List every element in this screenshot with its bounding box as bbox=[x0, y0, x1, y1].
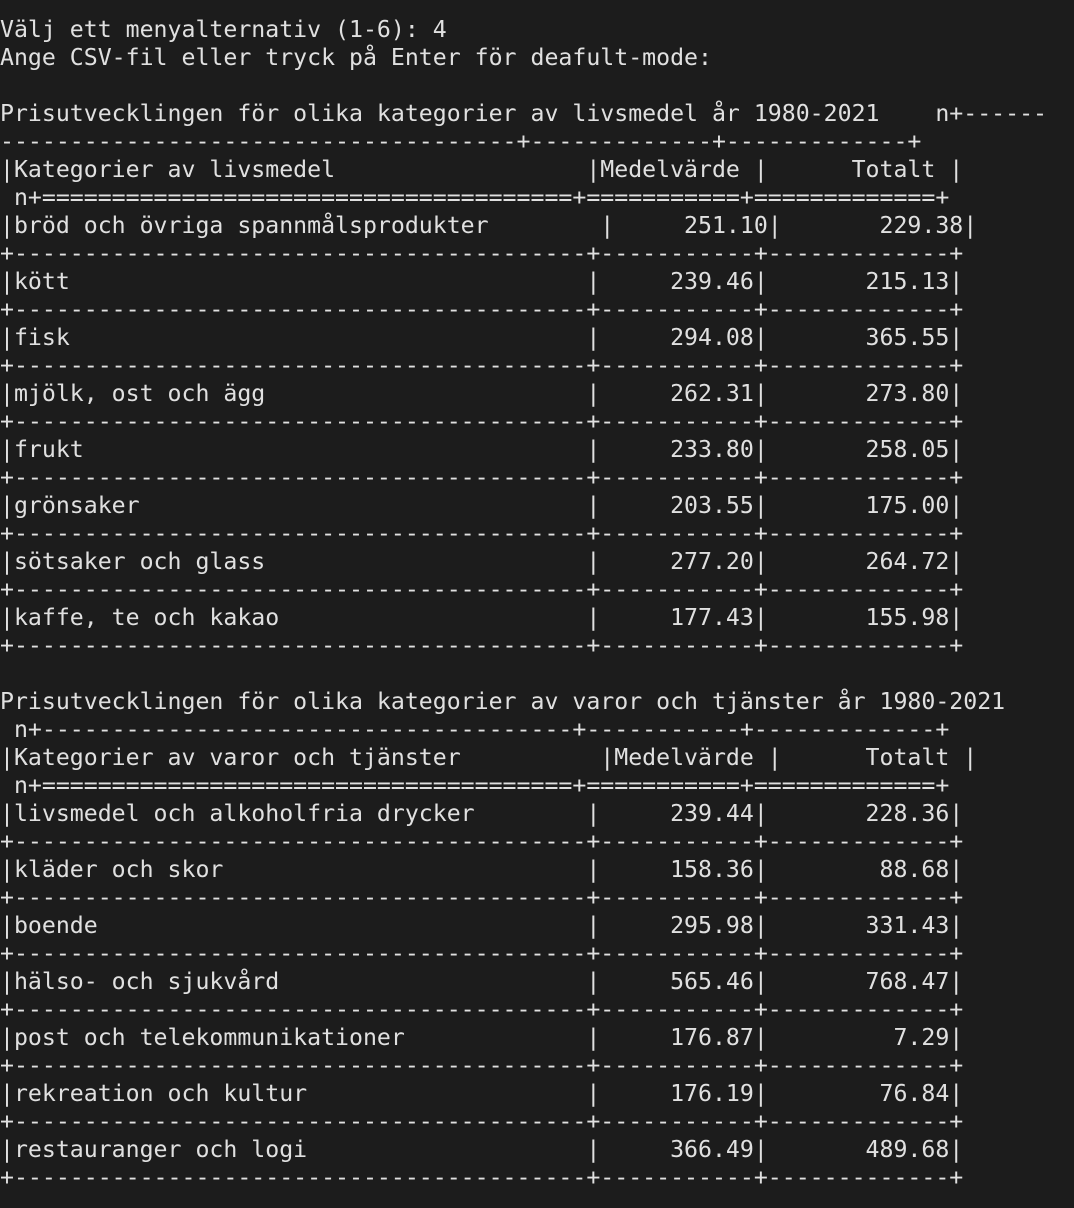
csv-prompt-line: Ange CSV-fil eller tryck på Enter för deafult-mode: bbox=[0, 44, 712, 71]
table-header-separator: n+======================================+===========+=============+ bbox=[0, 184, 950, 211]
table-row-separator: +-----------------------------------------+-----------+-------------+ bbox=[0, 520, 964, 547]
table-row-separator: +-----------------------------------------+-----------+-------------+ bbox=[0, 996, 964, 1023]
table-title-varor: Prisutvecklingen för olika kategorier av varor och tjänster år 1980-2021 bbox=[0, 688, 1006, 715]
table-row-separator: +-----------------------------------------+-----------+-------------+ bbox=[0, 828, 964, 855]
table-row-separator: +-----------------------------------------+-----------+-------------+ bbox=[0, 464, 964, 491]
table-row: |rekreation och kultur | 176.19| 76.84| bbox=[0, 1080, 964, 1107]
table-row-separator: +-----------------------------------------+-----------+-------------+ bbox=[0, 576, 964, 603]
table-title-livsmedel: Prisutvecklingen för olika kategorier av livsmedel år 1980-2021 n+------ bbox=[0, 100, 1048, 127]
table-row-separator: +-----------------------------------------+-----------+-------------+ bbox=[0, 408, 964, 435]
table-row: |sötsaker och glass | 277.20| 264.72| bbox=[0, 548, 964, 575]
table-row: |grönsaker | 203.55| 175.00| bbox=[0, 492, 964, 519]
table-border-line: -------------------------------------+-------------+-------------+ bbox=[0, 128, 922, 155]
table-row: |frukt | 233.80| 258.05| bbox=[0, 436, 964, 463]
table-header-row: |Kategorier av livsmedel |Medelvärde | Totalt | bbox=[0, 156, 964, 183]
table-row: |livsmedel och alkoholfria drycker | 239.44| 228.36| bbox=[0, 800, 964, 827]
table-row-separator: +-----------------------------------------+-----------+-------------+ bbox=[0, 352, 964, 379]
table-row: |fisk | 294.08| 365.55| bbox=[0, 324, 964, 351]
table-row: |post och telekommunikationer | 176.87| 7.29| bbox=[0, 1024, 964, 1051]
table-row-separator: +-----------------------------------------+-----------+-------------+ bbox=[0, 940, 964, 967]
menu-prompt-line: Välj ett menyalternativ (1-6): 4 bbox=[0, 16, 447, 43]
table-header-row: |Kategorier av varor och tjänster |Medelvärde | Totalt | bbox=[0, 744, 978, 771]
table-row: |restauranger och logi | 366.49| 489.68| bbox=[0, 1136, 964, 1163]
table-row-separator: +-----------------------------------------+-----------+-------------+ bbox=[0, 884, 964, 911]
table-row: |kaffe, te och kakao | 177.43| 155.98| bbox=[0, 604, 964, 631]
table-row-separator: +-----------------------------------------+-----------+-------------+ bbox=[0, 296, 964, 323]
table-row: |kläder och skor | 158.36| 88.68| bbox=[0, 856, 964, 883]
table-row-separator: +-----------------------------------------+-----------+-------------+ bbox=[0, 632, 964, 659]
table-row: |mjölk, ost och ägg | 262.31| 273.80| bbox=[0, 380, 964, 407]
table-row: |kött | 239.46| 215.13| bbox=[0, 268, 964, 295]
table-row-separator: +-----------------------------------------+-----------+-------------+ bbox=[0, 1164, 964, 1191]
table-row: |bröd och övriga spannmålsprodukter | 251.10| 229.38| bbox=[0, 212, 978, 239]
table-header-separator: n+======================================+===========+=============+ bbox=[0, 772, 950, 799]
table-row-separator: +-----------------------------------------+-----------+-------------+ bbox=[0, 240, 964, 267]
table-border-line: n+--------------------------------------+-----------+-------------+ bbox=[0, 716, 950, 743]
table-row: |hälso- och sjukvård | 565.46| 768.47| bbox=[0, 968, 964, 995]
table-row-separator: +-----------------------------------------+-----------+-------------+ bbox=[0, 1052, 964, 1079]
table-row-separator: +-----------------------------------------+-----------+-------------+ bbox=[0, 1108, 964, 1135]
table-row: |boende | 295.98| 331.43| bbox=[0, 912, 964, 939]
